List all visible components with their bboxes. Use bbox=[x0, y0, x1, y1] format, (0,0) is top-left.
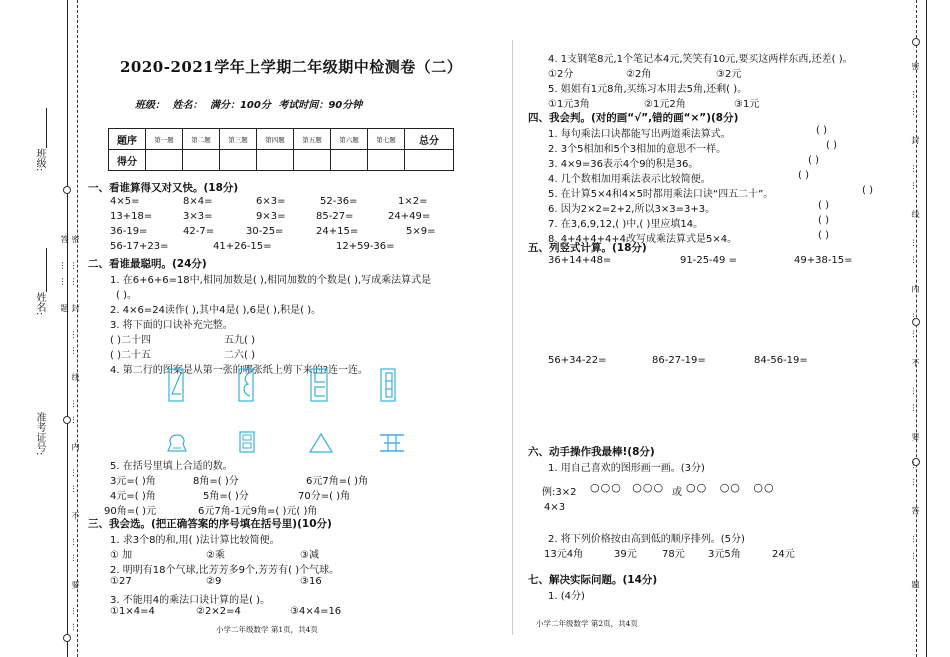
score-col: 第三题 bbox=[220, 129, 257, 150]
id-label: 准考证号: bbox=[34, 412, 45, 456]
score-cell[interactable] bbox=[405, 150, 454, 171]
score-cell[interactable] bbox=[294, 150, 331, 171]
calc-item: 52-36= bbox=[320, 196, 358, 207]
option: ②1元2角 bbox=[644, 99, 686, 110]
example-label: 例:3×2 bbox=[542, 487, 577, 498]
circle-icon: ○○○ bbox=[590, 481, 622, 494]
binding-hole bbox=[63, 186, 71, 194]
question-2-3: 3. 将下面的口诀补充完整。 bbox=[110, 320, 233, 331]
calc-item: 41+26-15= bbox=[213, 241, 272, 252]
score-cell[interactable] bbox=[257, 150, 294, 171]
calc-item: 8×4= bbox=[183, 196, 213, 207]
circle-icon: ○○ bbox=[686, 481, 708, 494]
seal-text-left: 密 …… 封 …… 线 …… 内 …… 不 …… 要 …… 答 …… 题 bbox=[60, 235, 80, 639]
cutout-pattern-1[interactable] bbox=[166, 432, 188, 454]
money-blank: 4元=( )角 bbox=[110, 491, 156, 502]
score-col: 第四题 bbox=[257, 129, 294, 150]
question-3-4: 4. 1支钢笔8元,1个笔记本4元,笑笑有10元,要买这两样东西,还差( )。 bbox=[548, 54, 853, 65]
calc-item: 56-17+23= bbox=[110, 241, 169, 252]
cutout-pattern-3[interactable] bbox=[308, 432, 334, 454]
footer-right: 小学二年级数学 第2页，共4页 bbox=[536, 619, 638, 628]
option: ②乘 bbox=[206, 550, 225, 561]
class-underline bbox=[46, 108, 47, 148]
score-table bbox=[108, 128, 454, 171]
page-title: 2020-2021学年上学期二年级期中检测卷（二） bbox=[120, 58, 463, 76]
question-3-5: 5. 姐姐有1元8角,买练习本用去5角,还剩( )。 bbox=[548, 84, 748, 95]
vertical-calc: 86-27-19= bbox=[652, 355, 706, 366]
draw-task: 4×3 bbox=[544, 502, 566, 513]
option: ③4×4=16 bbox=[290, 606, 342, 617]
option: ②2×2=4 bbox=[196, 606, 241, 617]
name-label: 姓名: bbox=[34, 292, 45, 316]
option: ① 加 bbox=[110, 550, 133, 561]
score-cell[interactable] bbox=[331, 150, 368, 171]
section-5-title: 五、列竖式计算。(18分) bbox=[528, 242, 647, 254]
circle-group-alt bbox=[686, 481, 775, 494]
vertical-calc: 36+14+48= bbox=[548, 255, 612, 266]
judge-item: 5. 在计算5×4和4×5时都用乘法口诀“四五二十”。 bbox=[548, 189, 774, 200]
calc-item: 6×3= bbox=[256, 196, 286, 207]
footer-left: 小学二年级数学 第1页，共4页 bbox=[216, 625, 318, 634]
rhyme-blank: ( )二十四 bbox=[110, 335, 151, 346]
judge-blank[interactable]: ( ) bbox=[826, 140, 837, 151]
calc-item: 24+49= bbox=[388, 211, 431, 222]
calc-item: 5×9= bbox=[406, 226, 436, 237]
judge-item: 3. 4×9=36表示4个9的积是36。 bbox=[548, 159, 699, 170]
section-3-title: 三、我会选。(把正确答案的序号填在括号里)(10分) bbox=[88, 518, 332, 530]
vertical-calc: 56+34-22= bbox=[548, 355, 607, 366]
option: ①27 bbox=[110, 576, 132, 587]
section-7-title: 七、解决实际问题。(14分) bbox=[528, 574, 658, 586]
seal-text-right: 密 …… 封 …… 线 …… 内 …… 不 …… 要 …… 答 …… 题 bbox=[911, 62, 920, 598]
calc-item: 1×2= bbox=[398, 196, 428, 207]
judge-item: 1. 每句乘法口诀都能写出两道乘法算式。 bbox=[548, 129, 731, 140]
question-2-1: 1. 在6+6+6=18中,相同加数是( ),相同加数的个数是( ),写成乘法算式是 bbox=[110, 275, 432, 286]
rhyme-blank: ( )二十五 bbox=[110, 350, 151, 361]
question-3-3: 3. 不能用4的乘法口诀计算的是( )。 bbox=[110, 595, 271, 606]
vertical-calc: 84-56-19= bbox=[754, 355, 808, 366]
calc-item: 24+15= bbox=[316, 226, 359, 237]
folded-paper-2[interactable] bbox=[238, 368, 254, 402]
calc-item: 42-7= bbox=[183, 226, 215, 237]
money-blank: 70分=( )角 bbox=[298, 491, 351, 502]
binding-line-right bbox=[926, 0, 927, 657]
calc-item: 4×5= bbox=[110, 196, 140, 207]
calc-item: 36-19= bbox=[110, 226, 148, 237]
question-2-4: 4. 第二行的图案是从第一张的哪张纸上剪下来的?连一连。 bbox=[110, 365, 369, 376]
option: ①1×4=4 bbox=[110, 606, 155, 617]
cutout-pattern-2[interactable] bbox=[238, 430, 256, 454]
score-cell[interactable] bbox=[183, 150, 220, 171]
judge-item: 4. 几个数相加用乘法表示比较简便。 bbox=[548, 174, 711, 185]
money-blank: 6元7角-1元9角=( )元( )角 bbox=[198, 506, 318, 517]
score-row-label: 题序 bbox=[109, 129, 146, 150]
section-1-title: 一、看谁算得又对又快。(18分) bbox=[88, 182, 239, 194]
option: ②2角 bbox=[626, 69, 652, 80]
question-2-2: 2. 4×6=24读作( ),其中4是( ),6是( ),积是( )。 bbox=[110, 305, 322, 316]
question-6-1: 1. 用自己喜欢的图形画一画。(3分) bbox=[548, 463, 705, 474]
money-blank: 8角=( )分 bbox=[193, 476, 239, 487]
calc-item: 85-27= bbox=[316, 211, 354, 222]
score-col: 第一题 bbox=[146, 129, 183, 150]
class-label: 班级: bbox=[34, 148, 45, 172]
section-6-title: 六、动手操作我最棒!(8分) bbox=[528, 446, 655, 458]
price-item: 24元 bbox=[772, 549, 795, 560]
judge-blank[interactable]: ( ) bbox=[798, 170, 809, 181]
example-or: 或 bbox=[672, 487, 682, 498]
option: ③2元 bbox=[716, 69, 742, 80]
calc-item: 9×3= bbox=[256, 211, 286, 222]
vertical-calc: 49+38-15= bbox=[794, 255, 853, 266]
binding-hole-right bbox=[912, 38, 920, 46]
score-cell[interactable] bbox=[146, 150, 183, 171]
judge-blank[interactable]: ( ) bbox=[808, 155, 819, 166]
page-divider bbox=[512, 40, 513, 635]
folded-paper-1[interactable] bbox=[168, 368, 184, 402]
score-cell[interactable] bbox=[220, 150, 257, 171]
rhyme-blank: 二六( ) bbox=[224, 350, 255, 361]
judge-blank[interactable]: ( ) bbox=[816, 125, 827, 136]
option: ③减 bbox=[300, 550, 319, 561]
question-3-1: 1. 求3个8的和,用( )法计算比较简便。 bbox=[110, 535, 280, 546]
section-2-title: 二、看谁最聪明。(24分) bbox=[88, 258, 207, 270]
price-item: 39元 bbox=[614, 549, 637, 560]
judge-item: 7. 在3,6,9,12,( )中,( )里应填14。 bbox=[548, 219, 704, 230]
score-total: 总分 bbox=[405, 129, 454, 150]
price-item: 78元 bbox=[662, 549, 685, 560]
judge-blank[interactable]: ( ) bbox=[818, 200, 829, 211]
score-cell[interactable] bbox=[368, 150, 405, 171]
circle-icon: ○○○ bbox=[632, 481, 665, 494]
judge-blank[interactable]: ( ) bbox=[862, 185, 873, 196]
rhyme-blank: 五九( ) bbox=[224, 335, 255, 346]
circle-icon: ○○ bbox=[753, 481, 775, 494]
score-col: 第五题 bbox=[294, 129, 331, 150]
folded-paper-3[interactable] bbox=[310, 368, 328, 402]
question-3-2: 2. 明明有18个气球,比芳芳多9个,芳芳有( )个气球。 bbox=[110, 565, 340, 576]
score-row-label: 得分 bbox=[109, 150, 146, 171]
question-2-5: 5. 在括号里填上合适的数。 bbox=[110, 461, 233, 472]
money-blank: 3元=( )角 bbox=[110, 476, 156, 487]
score-col: 第七题 bbox=[368, 129, 405, 150]
vertical-calc: 91-25-49 = bbox=[680, 255, 737, 266]
option: ③16 bbox=[300, 576, 322, 587]
question-2-1-cont: ( )。 bbox=[116, 290, 137, 301]
circle-group bbox=[590, 481, 664, 494]
price-item: 13元4角 bbox=[544, 549, 584, 560]
money-blank: 5角=( )分 bbox=[203, 491, 249, 502]
judge-blank[interactable]: ( ) bbox=[818, 215, 829, 226]
calc-item: 30-25= bbox=[246, 226, 284, 237]
cutout-pattern-4[interactable] bbox=[378, 432, 406, 454]
money-blank: 90角=( )元 bbox=[104, 506, 157, 517]
judge-blank[interactable]: ( ) bbox=[818, 230, 829, 241]
money-blank: 6元7角=( )角 bbox=[306, 476, 369, 487]
circle-icon: ○○ bbox=[719, 481, 741, 494]
option: ①1元3角 bbox=[548, 99, 590, 110]
calc-item: 12+59-36= bbox=[336, 241, 395, 252]
option: ①2分 bbox=[548, 69, 574, 80]
folded-paper-4[interactable] bbox=[380, 368, 396, 402]
score-col: 第二题 bbox=[183, 129, 220, 150]
exam-info: 班级： 姓名： 满分：100分 考试时间：90分钟 bbox=[135, 100, 363, 111]
question-7-1: 1. (4分) bbox=[548, 591, 585, 602]
price-item: 3元5角 bbox=[708, 549, 741, 560]
judge-item: 6. 因为2×2=2+2,所以3×3=3+3。 bbox=[548, 204, 716, 215]
judge-item: 2. 3个5相加和5个3相加的意思不一样。 bbox=[548, 144, 727, 155]
score-col: 第六题 bbox=[331, 129, 368, 150]
section-4-title: 四、我会判。(对的画“√”,错的画“×”)(8分) bbox=[528, 112, 739, 124]
calc-item: 13+18= bbox=[110, 211, 153, 222]
option: ②9 bbox=[206, 576, 222, 587]
question-6-2: 2. 将下列价格按由高到低的顺序排列。(5分) bbox=[548, 534, 745, 545]
name-underline bbox=[46, 248, 47, 292]
judge-item: 8. 4+4+4+4+4改写成乘法算式是5×4。 bbox=[548, 234, 738, 245]
option: ③1元 bbox=[734, 99, 760, 110]
calc-item: 3×3= bbox=[183, 211, 213, 222]
